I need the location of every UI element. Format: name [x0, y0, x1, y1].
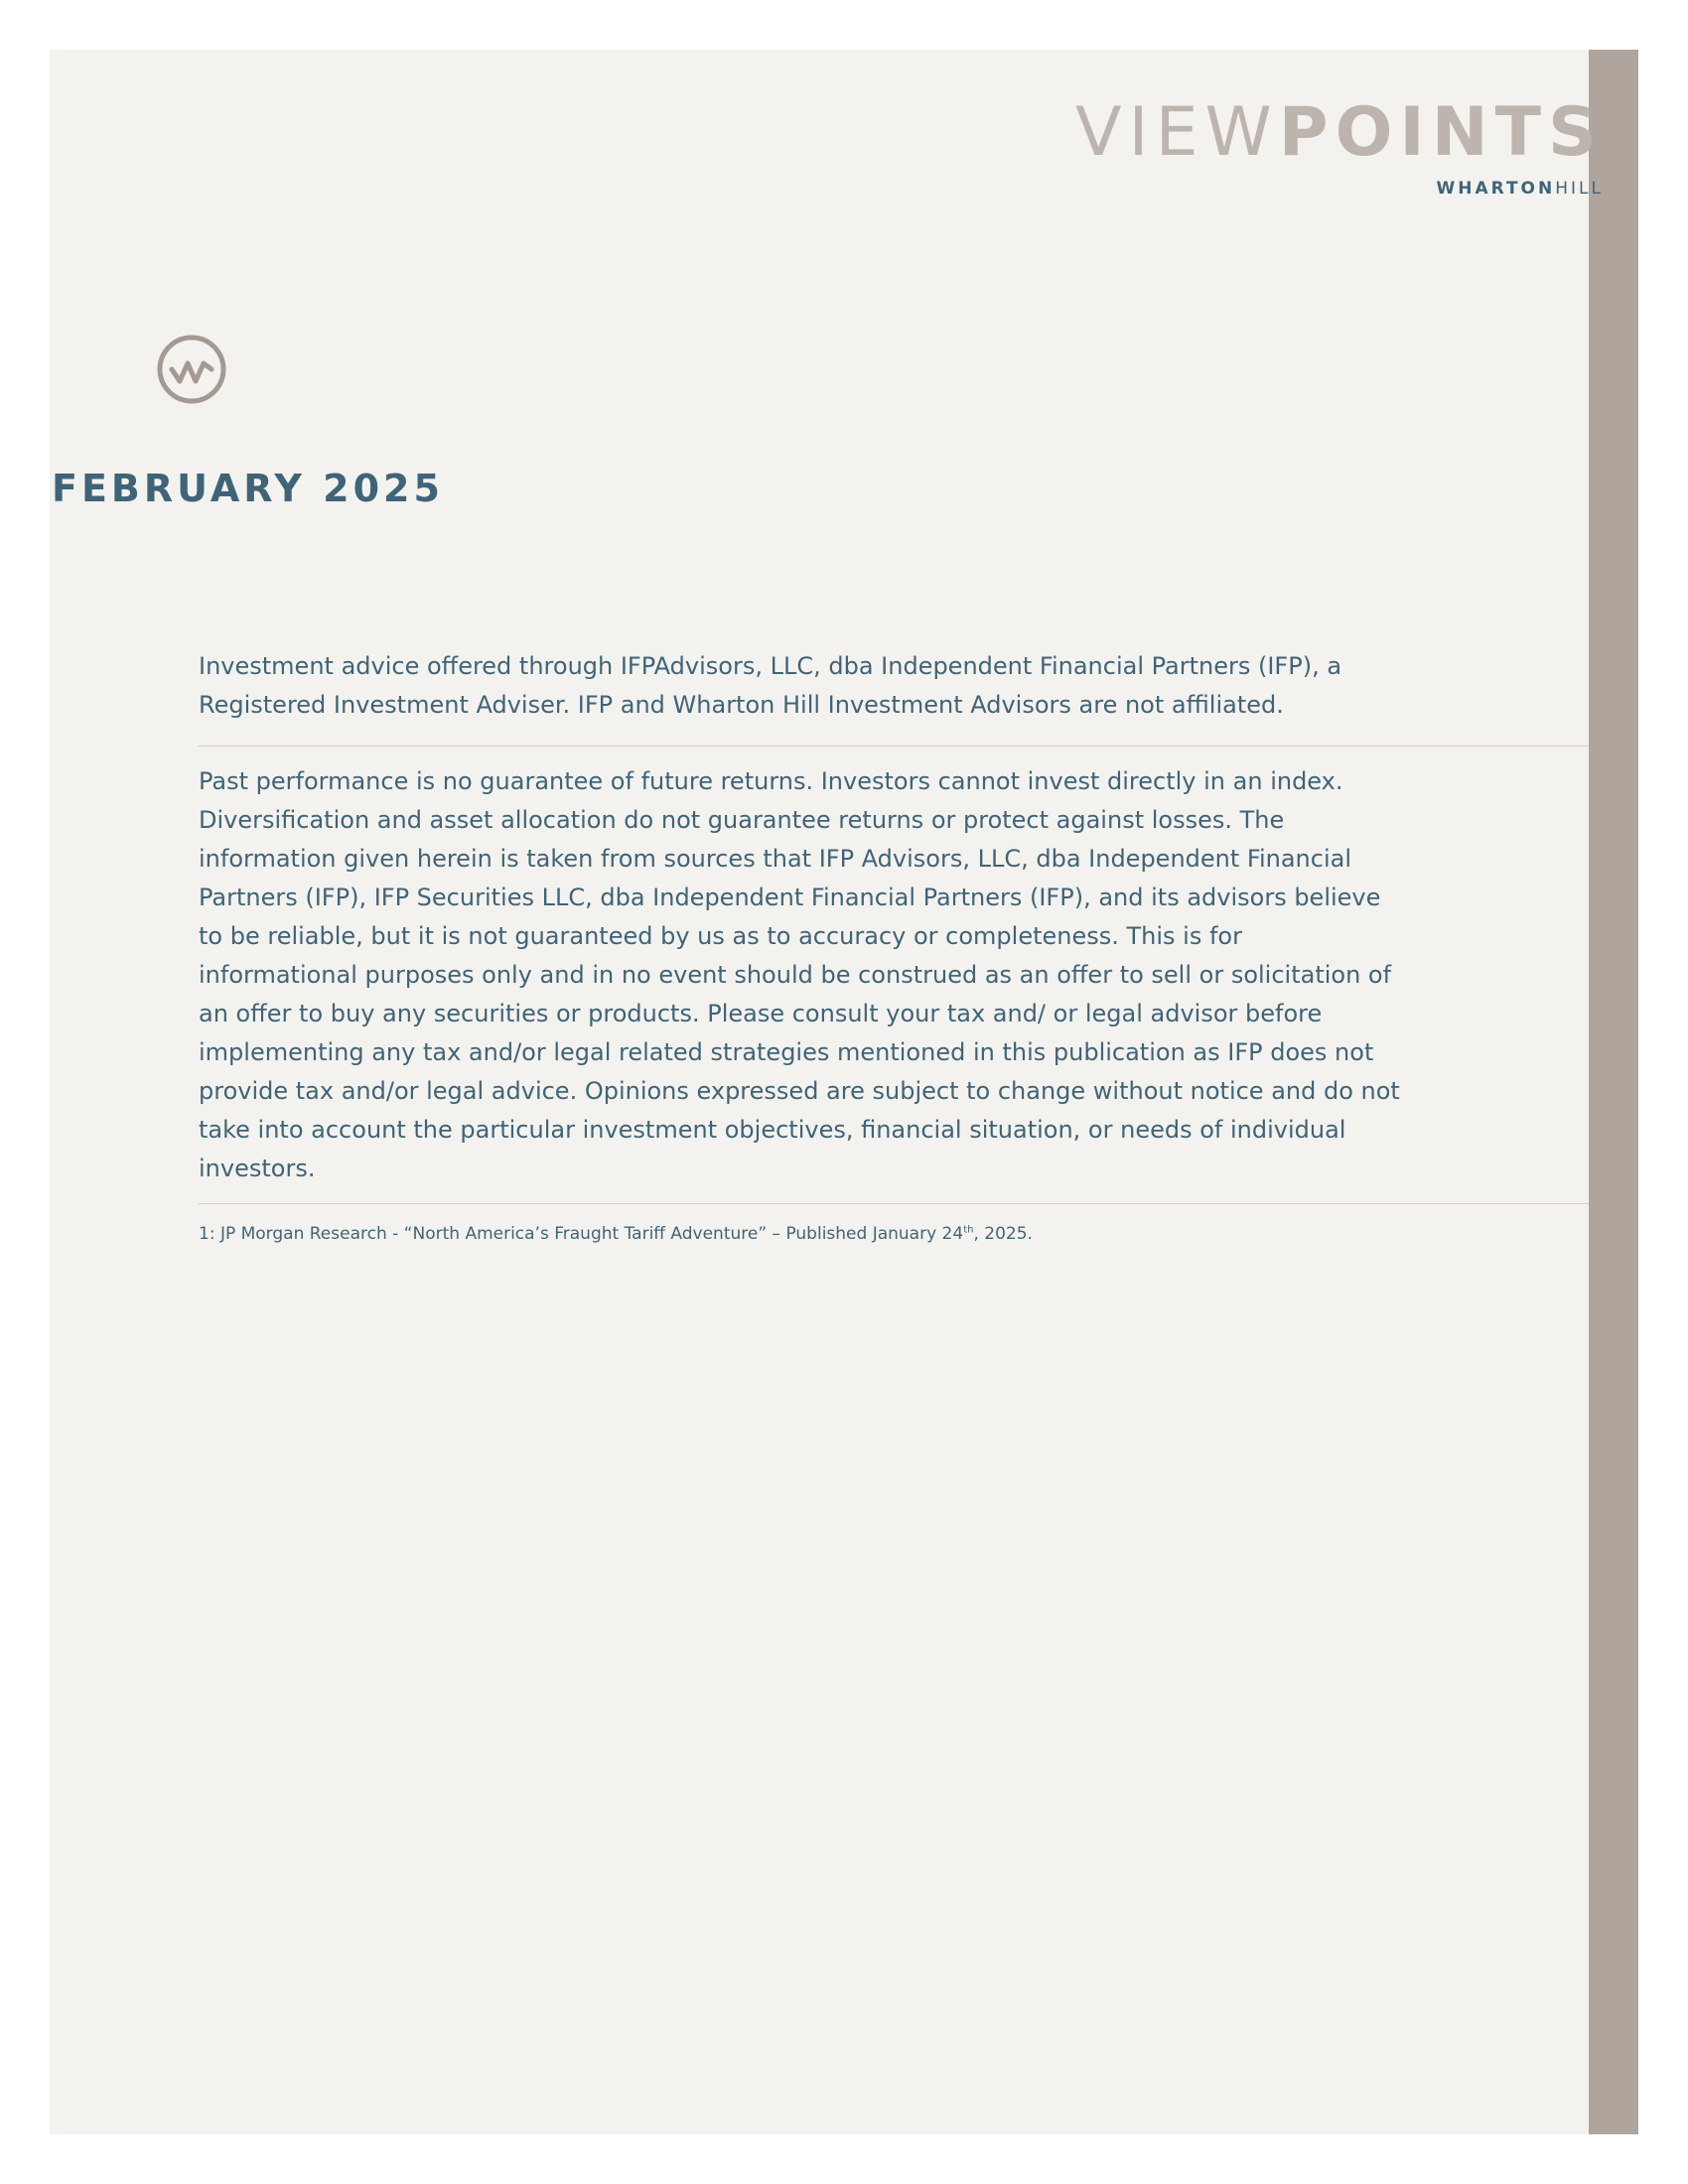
divider: [199, 746, 1589, 747]
wharton-hill-w-circle-icon: [156, 334, 227, 405]
footnote-year: , 2025.: [973, 1224, 1033, 1244]
issue-month: FEBRUARY 2025: [52, 467, 444, 510]
footnote-superscript: th: [963, 1224, 974, 1236]
brand-subtitle-bold: WHARTON: [1436, 179, 1556, 199]
brand-title-light: VIEW: [1075, 93, 1279, 172]
divider: [199, 1203, 1589, 1204]
brand-subtitle: [1075, 181, 1604, 198]
advice-disclosure: Investment advice offered through IFPAdvisors, LLC, dba Independent Financial Partners (IFP), a Registered Investment Adviser. IFP and Wharton Hill Investment Advisors are not affiliated.: [199, 652, 1342, 719]
side-bar: [1589, 50, 1638, 2134]
brand-title-bold: POINTS: [1278, 93, 1604, 172]
brand-header: [1075, 93, 1604, 199]
footnote-text: 1: JP Morgan Research - “North America’s Fraught Tariff Adventure” – Published January 24: [199, 1224, 964, 1244]
performance-disclaimer: Past performance is no guarantee of future returns. Investors cannot invest directly in an index. Diversification and asset allocation do not guarantee returns or protect against losses. The information given herein is taken from sources that IFP Advisors, LLC, dba Independent Financial Partners (IFP), IFP Securities LLC, dba Independent Financial Partners (IFP), and its advisors believe to be reliable, but it is not guaranteed by us as to accuracy or completeness. This is for informational purposes only and in no event should be construed as an offer to sell or solicitation of an offer to buy any securities or products. Please consult your tax and/ or legal advisor before implementing any tax and/or legal related strategies mentioned in this publication as IFP does not provide tax and/or legal advice. Opinions expressed are subject to change without notice and do not take into account the particular investment objectives, financial situation, or needs of individual investors.: [199, 767, 1400, 1182]
footnote: [199, 1224, 1033, 1244]
brand-title: [1075, 93, 1604, 172]
brand-subtitle-light: HILL: [1555, 179, 1604, 199]
